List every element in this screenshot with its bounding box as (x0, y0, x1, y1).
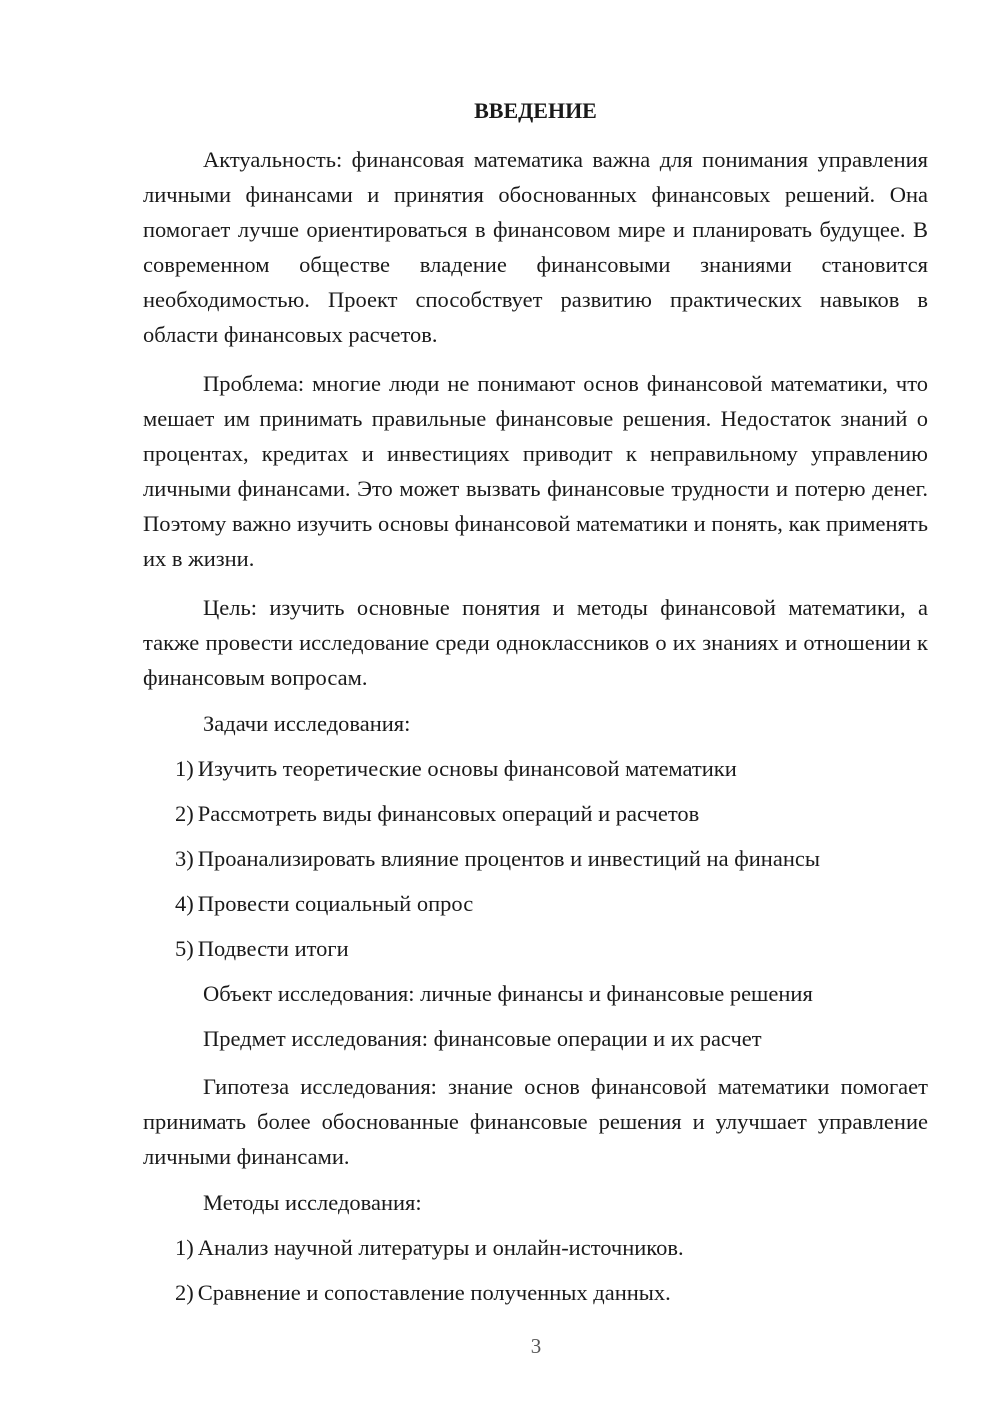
method-number: 1) (175, 1235, 194, 1260)
page-number: 3 (530, 1334, 542, 1358)
method-item (143, 1278, 928, 1308)
task-number: 2) (175, 801, 194, 826)
task-number: 5) (175, 936, 194, 961)
task-text: Подвести итоги (197, 936, 349, 961)
document-body (143, 96, 928, 1323)
tasks-heading: Задачи исследования: (203, 711, 411, 736)
task-text: Изучить теоретические основы финансовой математики (197, 756, 737, 781)
problem-paragraph: Проблема: многие люди не понимают основ финансовой математики, что мешает им принимать правильные финансовые решения. Недостаток знаний о процентах, кредитах и инвестициях приводит к неправильному управлению личными финансами. Это может вызвать финансовые трудности и потерю денег. Поэтому важно изучить основы финансовой математики и понять, как применять их в жизни. (143, 371, 928, 571)
relevance-paragraph: Актуальность: финансовая математика важна для понимания управления личными финансами и принятия обоснованных финансовых решений. Она помогает лучше ориентироваться в финансовом мире и планировать будущее. В современном обществе владение финансовыми знаниями становится необходимостью. Проект способствует развитию практических навыков в области финансовых расчетов. (143, 147, 928, 347)
hypothesis-paragraph: Гипотеза исследования: знание основ финансовой математики помогает принимать более обоснованные финансовые решения и улучшает управление личными финансами. (143, 1074, 928, 1169)
task-text: Рассмотреть виды финансовых операций и расчетов (197, 801, 700, 826)
task-item (143, 799, 928, 829)
task-item (143, 889, 928, 919)
goal-paragraph: Цель: изучить основные понятия и методы финансовой математики, а также провести исследование среди одноклассников о их знаниях и отношении к финансовым вопросам. (143, 595, 928, 690)
research-subject: Предмет исследования: финансовые операции и их расчет (203, 1026, 762, 1051)
task-item (143, 844, 928, 874)
methods-heading: Методы исследования: (203, 1190, 422, 1215)
task-number: 4) (175, 891, 194, 916)
task-number: 3) (175, 846, 194, 871)
task-text: Проанализировать влияние процентов и инвестиций на финансы (197, 846, 820, 871)
section-title: ВВЕДЕНИЕ (474, 98, 597, 123)
method-text: Сравнение и сопоставление полученных данных. (197, 1280, 671, 1305)
task-text: Провести социальный опрос (197, 891, 474, 916)
method-text: Анализ научной литературы и онлайн-источников. (197, 1235, 684, 1260)
method-number: 2) (175, 1280, 194, 1305)
task-item (143, 754, 928, 784)
task-number: 1) (175, 756, 194, 781)
task-item (143, 934, 928, 964)
method-item (143, 1233, 928, 1263)
research-object: Объект исследования: личные финансы и финансовые решения (203, 981, 813, 1006)
